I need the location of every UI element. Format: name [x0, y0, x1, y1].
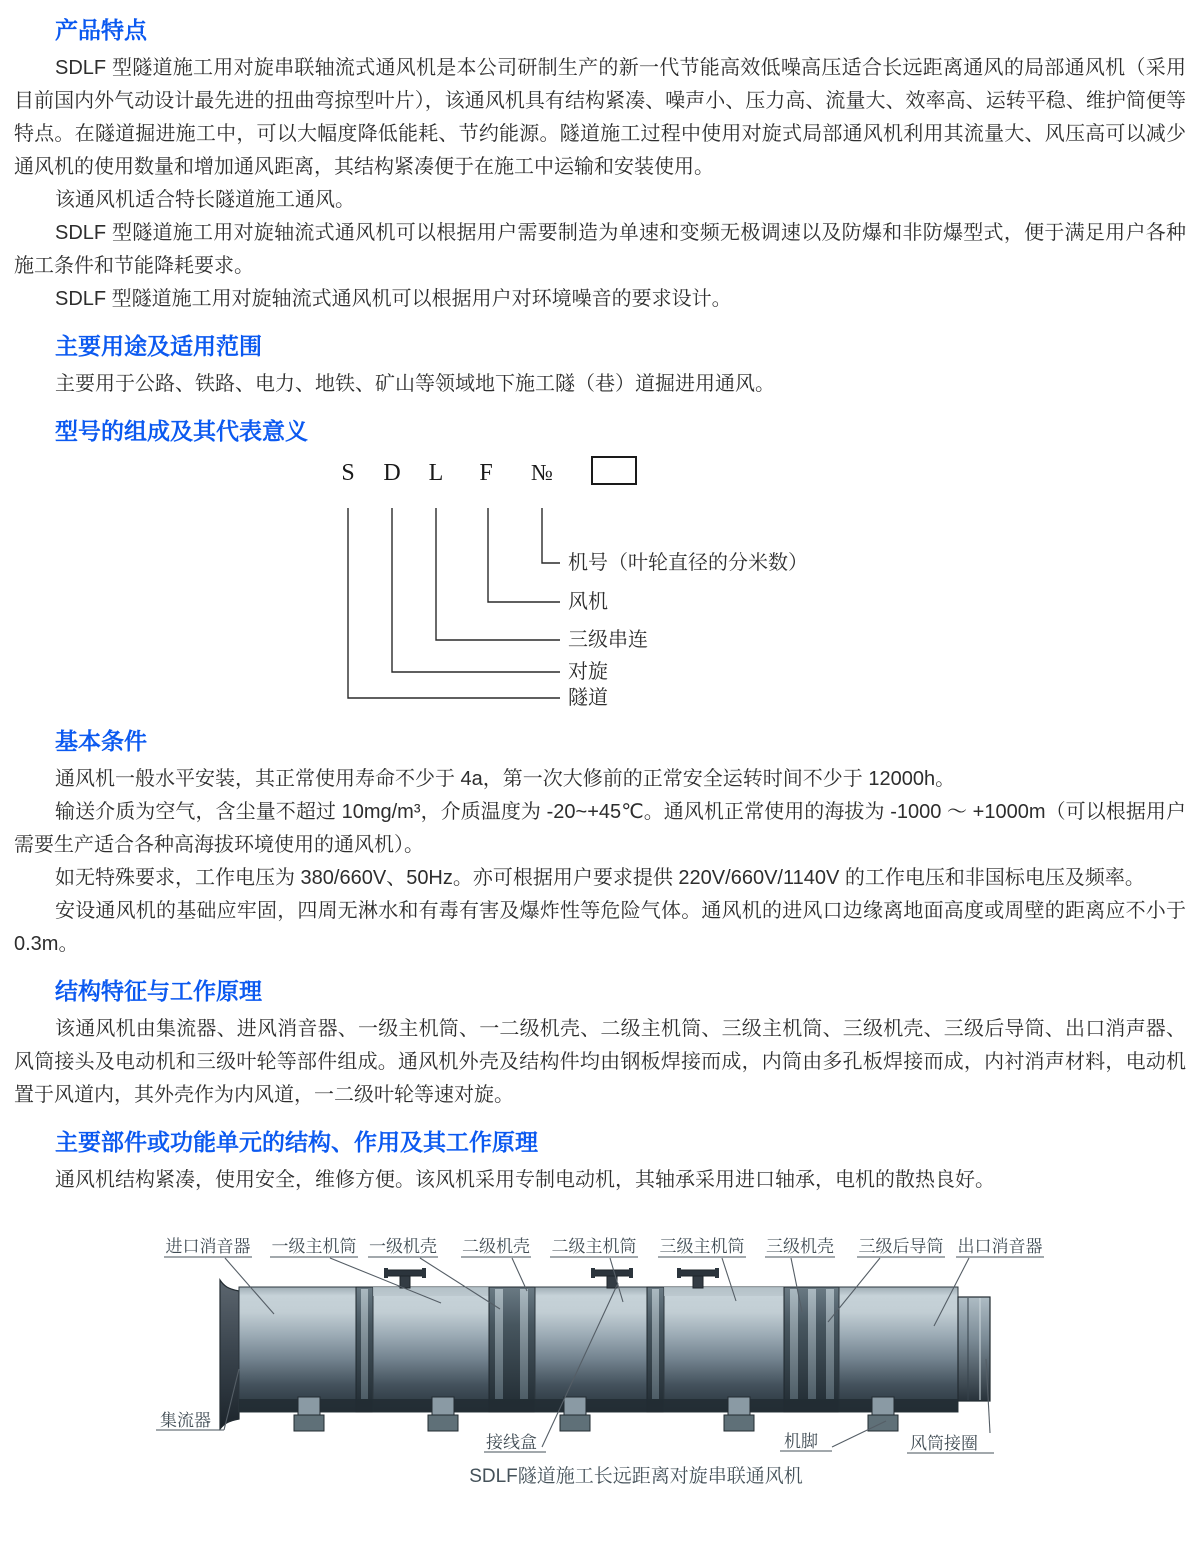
label-stage2-cylinder: 二级主机筒 — [551, 1237, 637, 1256]
section-heading-main-components: 主要部件或功能单元的结构、作用及其工作原理 — [55, 1129, 538, 1155]
mounting-foot — [428, 1397, 458, 1431]
paragraph: SDLF 型隧道施工用对旋轴流式通风机可以根据用户对环境噪音的要求设计。 — [55, 288, 732, 310]
model-label-fan: 风机 — [568, 591, 608, 613]
junction-box — [677, 1268, 719, 1288]
label-machine-foot: 机脚 — [784, 1432, 818, 1451]
paragraph: 该通风机适合特长隧道施工通风。 — [55, 189, 355, 211]
section-heading-main-uses: 主要用途及适用范围 — [55, 333, 262, 359]
section-heading-basic-conditions: 基本条件 — [55, 728, 147, 754]
label-stage3-cylinder: 三级主机筒 — [659, 1237, 745, 1256]
mounting-foot — [294, 1397, 324, 1431]
flange-insert — [652, 1289, 659, 1399]
mounting-foot — [724, 1397, 754, 1431]
flange-insert — [808, 1289, 816, 1399]
model-label-tunnel: 隧道 — [568, 687, 608, 709]
mounting-foot — [560, 1397, 590, 1431]
fan-segment-inlet-silencer — [239, 1287, 356, 1412]
flange-insert — [361, 1289, 368, 1399]
fan-assembly-svg — [140, 1219, 1200, 1519]
fan-segment-stage2-cylinder — [535, 1287, 647, 1412]
model-letter-d: D — [383, 460, 401, 486]
label-stage1-casing: 一级机壳 — [369, 1237, 437, 1256]
flange-insert — [790, 1289, 798, 1399]
label-stage2-casing: 二级机壳 — [462, 1237, 530, 1256]
label-collector: 集流器 — [160, 1411, 211, 1430]
model-letter-s: S — [341, 460, 355, 486]
paragraph: 安设通风机的基础应牢固，四周无淋水和有毒有害及爆炸性等危险气体。通风机的进风口边缘离地面高度或周壁的距离应不小于 0.3m。 — [14, 900, 1186, 955]
fan-diagram-caption: SDLF隧道施工长远距离对旋串联通风机 — [469, 1466, 803, 1487]
label-junction-box: 接线盒 — [486, 1433, 537, 1452]
fan-assembly-diagram — [140, 1219, 1186, 1519]
paragraph: SDLF 型隧道施工用对旋轴流式通风机可以根据用户需要制造为单速和变频无极调速以及防爆和非防爆型式，便于满足用户各种施工条件和节能降耗要求。 — [14, 222, 1186, 277]
casing-top-strip — [664, 1287, 784, 1296]
junction-box — [591, 1268, 633, 1288]
model-letter-f: F — [479, 460, 493, 486]
flange-insert — [520, 1289, 528, 1399]
section-heading-product-features: 产品特点 — [55, 17, 147, 43]
model-designation-svg — [330, 453, 890, 711]
flange-insert — [495, 1289, 503, 1399]
label-underlines-bottom — [156, 1430, 994, 1453]
paragraph: 主要用于公路、铁路、电力、地铁、矿山等领域地下施工隧（巷）道掘进用通风。 — [55, 373, 775, 395]
paragraph: SDLF 型隧道施工用对旋串联轴流式通风机是本公司研制生产的新一代节能高效低噪高压适合长远距离通风的局部通风机（采用目前国内外气动设计最先进的扭曲弯掠型叶片），该通风机具有结构紧凑、噪声小、压力高、流量大、效率高、运转平稳、维护简便等特点。在隧道掘进施工中，可以大幅度降低能耗、节约能源。隧道施工过程中使用对旋式局部通风机利用其流量大、风压高可以减少通风机的使用数量和增加通风距离，其结构紧凑便于在施工中运输和安装使用。 — [14, 57, 1186, 178]
fan-segment-stage3-cylinder — [664, 1287, 784, 1412]
model-number-box — [592, 457, 636, 484]
paragraph: 通风机一般水平安装，其正常使用寿命不少于 4a，第一次大修前的正常安全运转时间不少于 12000h。 — [55, 768, 956, 790]
junction-box — [384, 1268, 426, 1288]
mounting-foot — [868, 1397, 898, 1431]
label-duct-ring: 风筒接圈 — [910, 1434, 978, 1453]
paragraph: 如无特殊要求，工作电压为 380/660V、50Hz。亦可根据用户要求提供 220V/660V/1140V 的工作电压和非国标电压及频率。 — [55, 867, 1145, 889]
model-label-three-stage-series: 三级串连 — [568, 629, 648, 651]
flange-insert — [826, 1289, 834, 1399]
section-heading-model-designation: 型号的组成及其代表意义 — [55, 418, 308, 444]
paragraph: 该通风机由集流器、进风消音器、一级主机筒、一二级机壳、二级主机筒、三级主机筒、三级机壳、三级后导筒、出口消声器、风筒接头及电动机和三级叶轮等部件组成。通风机外壳及结构件均由钢板焊接而成，内筒由多孔板焊接而成，内衬消声材料，电动机置于风道内，其外壳作为内风道，一二级叶轮等速对旋。 — [14, 1018, 1186, 1106]
model-designation-diagram — [330, 453, 1186, 711]
fan-segment-outlet-silencer — [839, 1287, 958, 1412]
duct-connection-ring — [958, 1297, 990, 1401]
paragraph: 输送介质为空气，含尘量不超过 10mg/m³，介质温度为 -20~+45℃。通风机正常使用的海拔为 -1000 ～ +1000m（可以根据用户需要生产适合各种高海拔环境使用的通风机）。 — [14, 801, 1186, 856]
model-letter-no: № — [531, 460, 553, 485]
label-stage3-guide: 三级后导筒 — [858, 1237, 944, 1256]
fan-top-labels — [166, 1237, 1043, 1256]
bottom-skirt — [239, 1399, 958, 1412]
fan-segment-stage1-cylinder — [373, 1287, 489, 1412]
section-heading-structure-principle: 结构特征与工作原理 — [55, 978, 262, 1004]
label-outlet-silencer: 出口消音器 — [957, 1237, 1043, 1256]
model-label-machine-number: 机号（叶轮直径的分米数） — [568, 552, 808, 574]
model-connector-lines — [348, 508, 560, 698]
label-inlet-silencer: 进口消音器 — [165, 1237, 251, 1256]
model-label-contra-rotating: 对旋 — [568, 661, 608, 683]
paragraph: 通风机结构紧凑，使用安全，维修方便。该风机采用专制电动机，其轴承采用进口轴承，电机的散热良好。 — [55, 1169, 995, 1191]
label-stage1-cylinder: 一级主机筒 — [271, 1237, 357, 1256]
model-letter-l: L — [428, 460, 444, 486]
label-stage3-casing: 三级机壳 — [766, 1237, 834, 1256]
